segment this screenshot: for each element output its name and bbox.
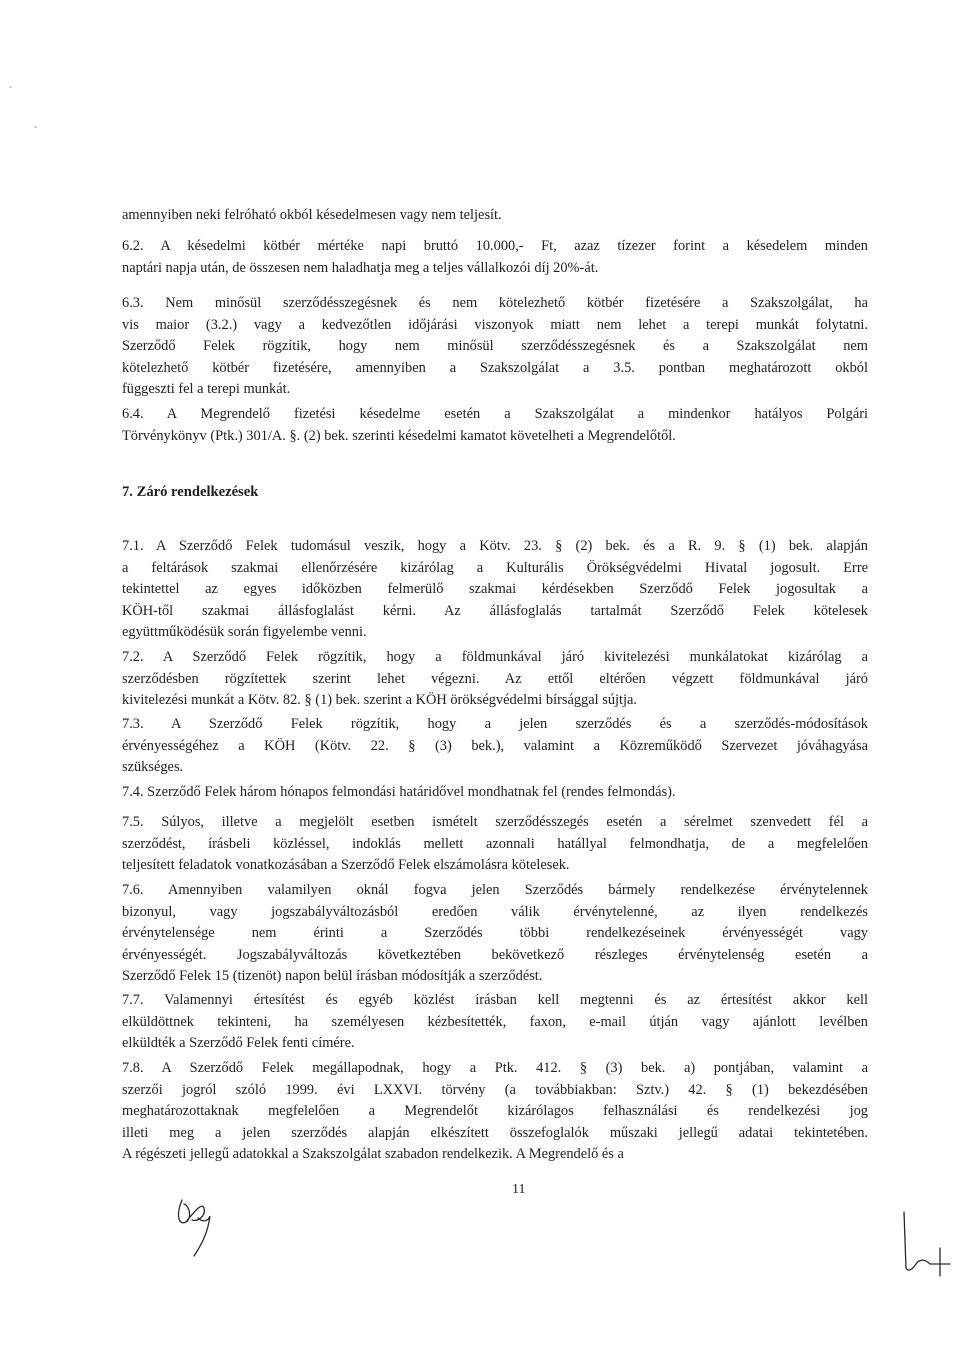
text-line: Szerződő Felek rögzítik, hogy nem minősül szerződésszegésnek és a Szakszolgálat nem bbox=[122, 338, 868, 355]
text-line: Szerződő Felek 15 (tizenöt) napon belül írásban módosítják a szerződést. bbox=[122, 968, 543, 985]
paragraph-7-6 bbox=[122, 880, 868, 988]
text-line: függeszti fel a terepi munkát. bbox=[122, 381, 291, 398]
text-line: szerződést, írásbeli közléssel, indoklás mellett azonnali hatállyal felmondhatja, de a megfelelően bbox=[122, 835, 868, 852]
text-line: vis maior (3.2.) vagy a kedvezőtlen időjárási viszonyok miatt nem lehet a terepi munkát folytatni. bbox=[122, 316, 868, 333]
text-line: 7.7. Valamennyi értesítést és egyéb közlést írásban kell megtenni és az értesítést akkor kell bbox=[122, 992, 868, 1008]
text-line: 7.6. Amennyiben valamilyen oknál fogva jelen Szerződés bármely rendelkezése érvénytelennek bbox=[122, 882, 868, 898]
text-line: teljesített feladatok vonatkozásában a Szerződő Felek elszámolásra kötelesek. bbox=[122, 857, 570, 874]
paragraph-6-2 bbox=[122, 236, 868, 279]
section-heading-7: 7. Záró rendelkezések bbox=[122, 484, 259, 500]
page-number: 11 bbox=[512, 1182, 526, 1197]
text-line: amennyiben neki felróható okból késedelmesen vagy nem teljesít. bbox=[122, 207, 502, 223]
text-line: 7.4. Szerződő Felek három hónapos felmondási határidővel mondhatnak fel (rendes felmondás). bbox=[122, 784, 676, 800]
text-line: 7.3. A Szerződő Felek rögzítik, hogy a jelen szerződés és a szerződés-módosítások bbox=[122, 716, 868, 732]
handwritten-initials-left-icon bbox=[168, 1192, 228, 1262]
text-line: illeti meg a jelen szerződés alapján elkészített összefoglalók műszaki jellegű adatai tekintetében. bbox=[122, 1124, 868, 1141]
paragraph-6-3 bbox=[122, 293, 868, 401]
text-line: 7.2. A Szerződő Felek rögzítik, hogy a földmunkával járó kivitelezési munkálatokat kizárólag a bbox=[122, 649, 868, 665]
text-line: A régészeti jellegű adatokkal a Szakszolgálat szabadon rendelkezik. A Megrendelő és a bbox=[122, 1146, 624, 1163]
scan-speck bbox=[9, 86, 12, 88]
text-line: szerzői jogról szóló 1999. évi LXXVI. törvény (a továbbiakban: Sztv.) 42. § (1) bekezdésében bbox=[122, 1081, 868, 1098]
text-line: kivitelezési munkát a Kötv. 82. § (1) bek. szerint a KÖH örökségvédelmi bírsággal sújtja. bbox=[122, 692, 637, 709]
text-line: szerződésben rögzítettek szerint lehet végezni. Az ettől eltérően végzett földmunkával járó bbox=[122, 670, 868, 687]
paragraph-intro bbox=[122, 205, 868, 227]
paragraph-7-2 bbox=[122, 647, 868, 712]
text-line: szükséges. bbox=[122, 759, 184, 776]
text-line: KÖH-től szakmai állásfoglalást kérni. Az állásfoglalás tartalmát Szerződő Felek kötelesek bbox=[122, 602, 868, 619]
text-line: 6.4. A Megrendelő fizetési késedelme esetén a Szakszolgálat a mindenkor hatályos Polgári bbox=[122, 406, 868, 422]
paragraph-7-1 bbox=[122, 536, 868, 644]
handwritten-initials-right-icon bbox=[896, 1208, 956, 1278]
text-line: bizonyul, vagy jogszabályváltozásból eredően válik érvénytelenné, az ilyen rendelkezés bbox=[122, 903, 868, 920]
paragraph-7-7 bbox=[122, 990, 868, 1055]
text-line: érvényességét. Jogszabályváltozás következtében bekövetkező részleges érvénytelenség esetén a bbox=[122, 946, 868, 963]
paragraph-7-8 bbox=[122, 1058, 868, 1166]
paragraph-6-4 bbox=[122, 404, 868, 447]
paragraph-7-4 bbox=[122, 782, 868, 804]
text-line: 6.2. A késedelmi kötbér mértéke napi bruttó 10.000,- Ft, azaz tízezer forint a késedelem minden bbox=[122, 238, 868, 254]
text-line: érvényességéhez a KÖH (Kötv. 22. § (3) bek.), valamint a Közreműködő Szervezet jóváhagyása bbox=[122, 737, 868, 754]
text-line: meghatározottaknak megfelelően a Megrendelőt kizárólagos felhasználási és rendelkezési jog bbox=[122, 1103, 868, 1120]
text-line: kötelezhető kötbér fizetésére, amennyiben a Szakszolgálat a 3.5. pontban meghatározott okból bbox=[122, 359, 868, 376]
paragraph-7-5 bbox=[122, 812, 868, 877]
text-line: 7.5. Súlyos, illetve a megjelölt esetben ismételt szerződésszegés esetén a sérelmet szenvedett fél a bbox=[122, 814, 868, 830]
text-line: tekintettel az egyes időközben felmerülő szakmai kérdésekben Szerződő Felek jogosultak a bbox=[122, 581, 868, 598]
text-line: 7.1. A Szerződő Felek tudomásul veszik, hogy a Kötv. 23. § (2) bek. és a R. 9. § (1) bek. alapján bbox=[122, 538, 868, 554]
text-line: 6.3. Nem minősül szerződésszegésnek és nem kötelezhető kötbér fizetésére a Szakszolgálat, ha bbox=[122, 295, 868, 311]
paragraph-7-3 bbox=[122, 714, 868, 779]
text-line: érvénytelensége nem érinti a Szerződés többi rendelkezéseinek érvényességét vagy bbox=[122, 925, 868, 942]
text-line: Törvénykönyv (Ptk.) 301/A. §. (2) bek. szerinti késedelmi kamatot követelheti a Megrendelőtől. bbox=[122, 427, 676, 444]
text-line: elküldöttnek tekinteni, ha személyesen kézbesítették, faxon, e-mail útján vagy ajánlott levélben bbox=[122, 1013, 868, 1030]
text-line: elküldték a Szerződő Felek fenti címére. bbox=[122, 1035, 355, 1052]
text-line: 7.8. A Szerződő Felek megállapodnak, hogy a Ptk. 412. § (3) bek. a) pontjában, valamint a bbox=[122, 1060, 868, 1076]
text-line: együttműködésük során figyelembe venni. bbox=[122, 624, 367, 641]
text-line: naptári napja után, de összesen nem haladhatja meg a teljes vállalkozói díj 20%-át. bbox=[122, 259, 599, 276]
text-line: a feltárások szakmai ellenőrzésére kizárólag a Kulturális Örökségvédelmi Hivatal jogosult. Erre bbox=[122, 559, 868, 576]
scan-speck bbox=[34, 126, 37, 128]
